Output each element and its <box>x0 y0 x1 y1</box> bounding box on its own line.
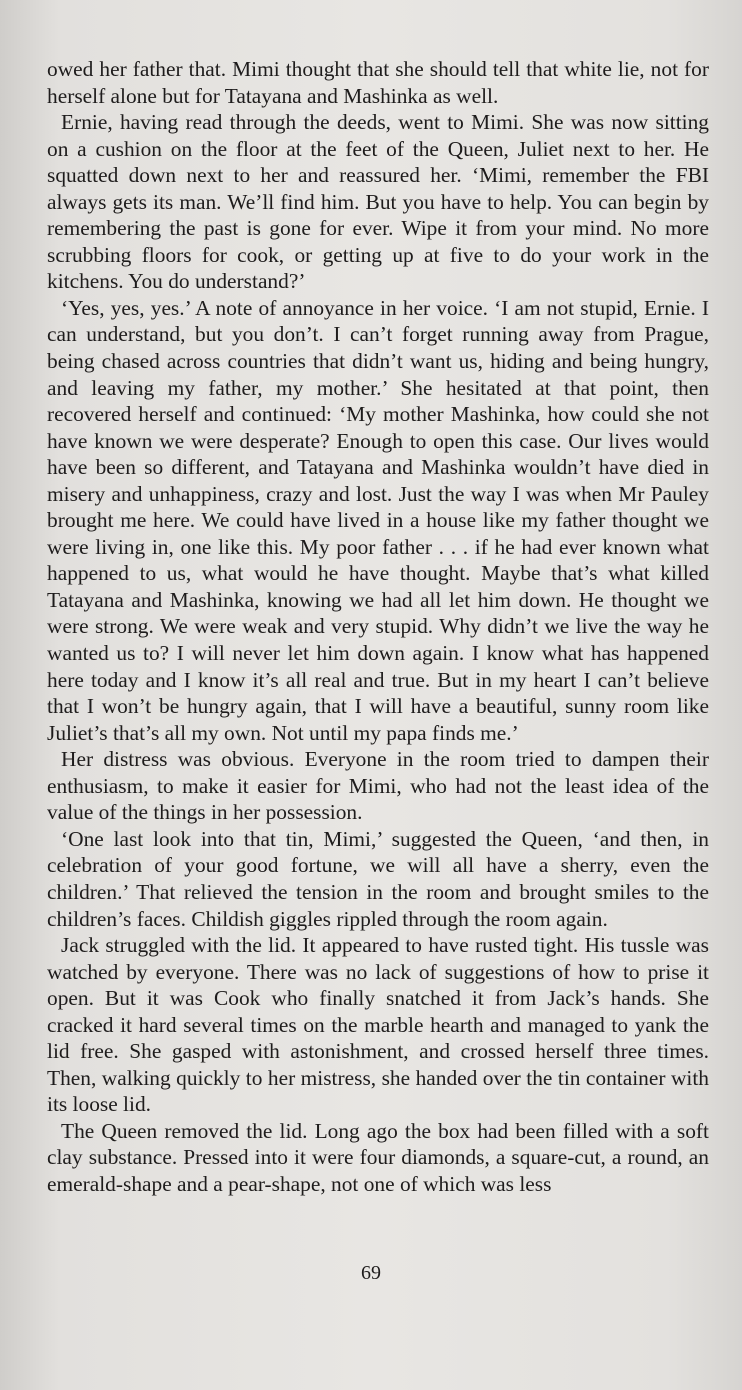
paragraph: ‘One last look into that tin, Mimi,’ suggested the Queen, ‘and then, in celebration of your good fortune, we will all have a sherry, even the children.’ That relieved the tension in the room and brought smiles to the children’s faces. Childish giggles rippled through the room again. <box>47 826 709 931</box>
paragraph: ‘Yes, yes, yes.’ A note of annoyance in her voice. ‘I am not stupid, Ernie. I can understand, but you don’t. I can’t forget running away from Prague, being chased across countries that didn’t want us, hiding and being hungry, and leaving my father, my mother.’ She hesitated at that point, then recovered herself and continued: ‘My mother Mashinka, how could she not have known we were desperate? Enough to open this case. Our lives would have been so different, and Tatayana and Mashinka wouldn’t have died in misery and unhappiness, crazy and lost. Just the way I was when Mr Pauley brought me here. We could have lived in a house like my father thought we were living in, one like this. My poor father . . . if he had ever known what happened to us, what would he have thought. Maybe that’s what killed Tatayana and Mashinka, knowing we had all let him down. He thought we were strong. We were weak and very stupid. Why didn’t we live the way he wanted us to? I will never let him down again. I know what has happened here today and I know it’s all real and true. But in my heart I can’t believe that I won’t be hungry again, that I will have a beautiful, sunny room like Juliet’s that’s all my own. Not until my papa finds me.’ <box>47 295 709 745</box>
paragraph: The Queen removed the lid. Long ago the box had been filled with a soft clay substance. Pressed into it were four diamonds, a square-cut, a round, an emerald-shape and a pear-shape, not one of which was less <box>47 1118 709 1196</box>
body-text <box>47 56 709 1198</box>
paragraph: Ernie, having read through the deeds, went to Mimi. She was now sitting on a cushion on the floor at the feet of the Queen, Juliet next to her. He squatted down next to her and reassured her. ‘Mimi, remember the FBI always gets its man. We’ll find him. But you have to help. You can begin by remembering the past is gone for ever. Wipe it from your mind. No more scrubbing floors for cook, or getting up at five to do your work in the kitchens. You do understand?’ <box>47 110 709 294</box>
page-number: 69 <box>361 1262 381 1284</box>
paragraph: owed her father that. Mimi thought that she should tell that white lie, not for herself alone but for Tatayana and Mashinka as well. <box>47 57 709 108</box>
paragraph: Jack struggled with the lid. It appeared to have rusted tight. His tussle was watched by everyone. There was no lack of suggestions of how to prise it open. But it was Cook who finally snatched it from Jack’s hands. She cracked it hard several times on the marble hearth and managed to yank the lid free. She gasped with astonishment, and crossed herself three times. Then, walking quickly to her mistress, she handed over the tin container with its loose lid. <box>47 933 709 1117</box>
paragraph: Her distress was obvious. Everyone in the room tried to dampen their enthusiasm, to make it easier for Mimi, who had not the least idea of the value of the things in her possession. <box>47 747 709 825</box>
